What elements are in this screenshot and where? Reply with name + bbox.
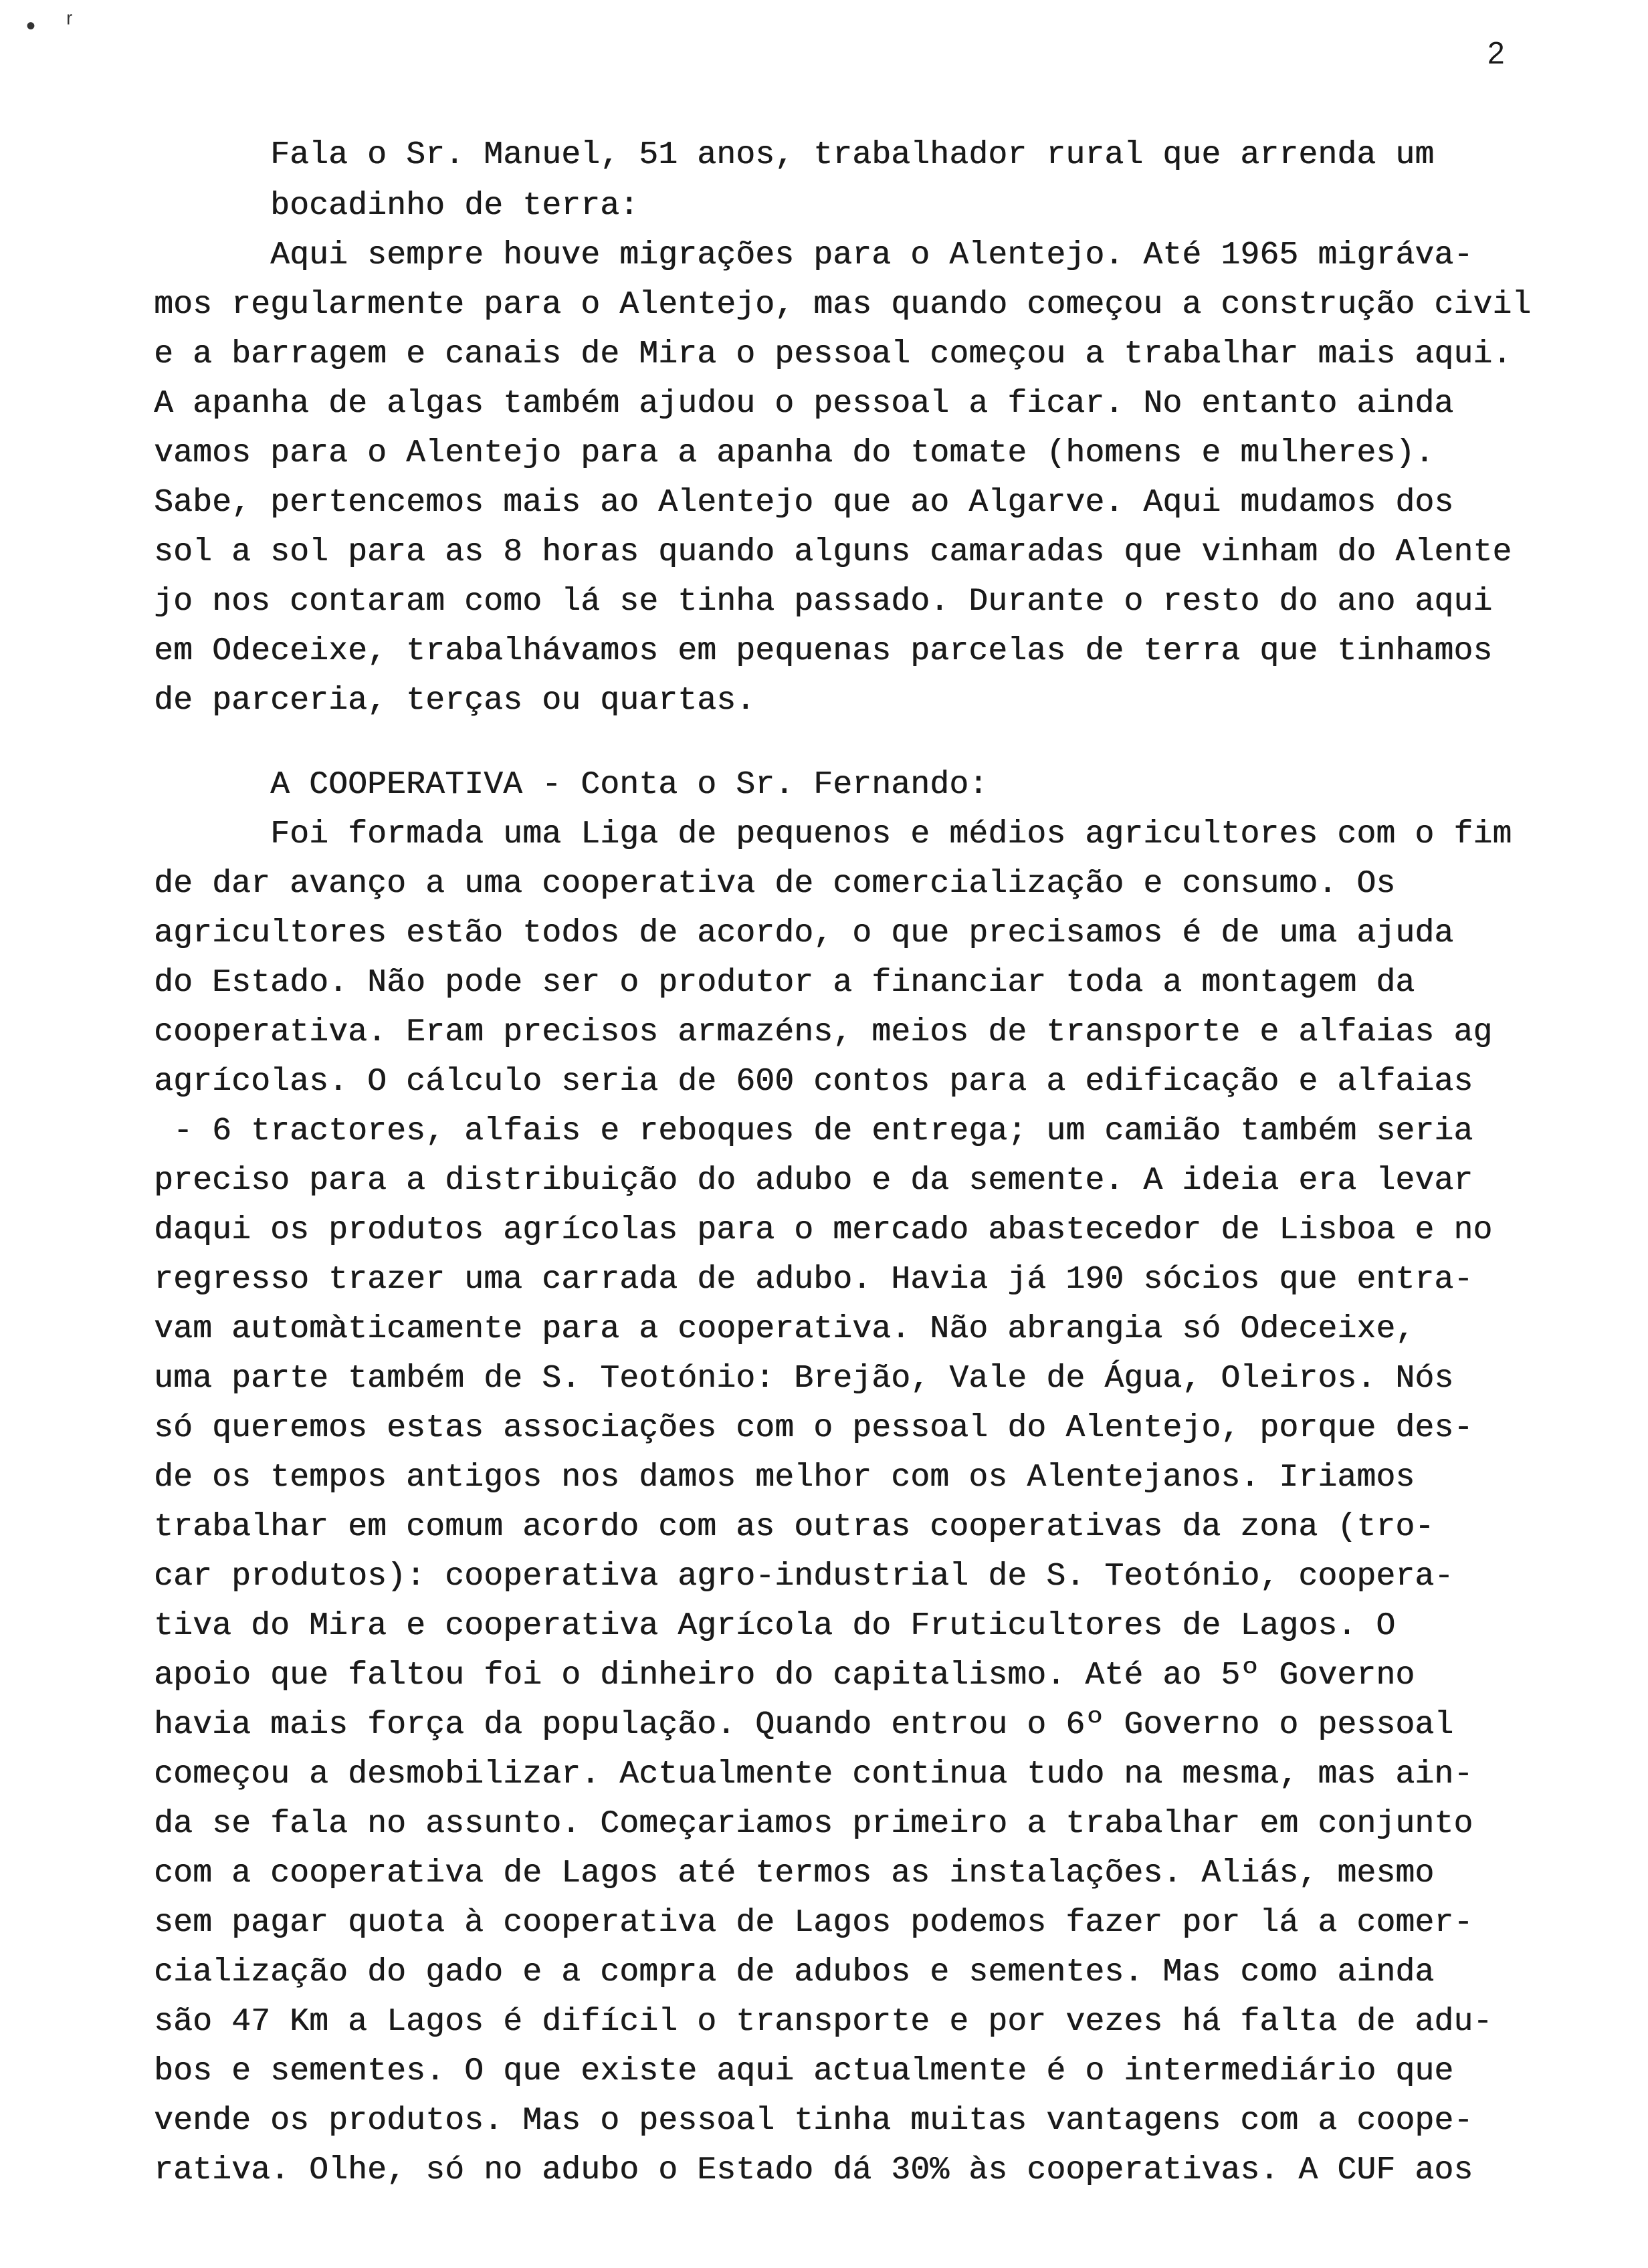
text-line: são 47 Km a Lagos é difícil o transporte e por vezes há falta de adu-: [154, 2004, 1493, 2040]
text-line: vam automàticamente para a cooperativa. Não abrangia só Odeceixe,: [154, 1311, 1415, 1347]
text-line: de dar avanço a uma cooperativa de comercialização e consumo. Os: [154, 866, 1396, 902]
text-line: uma parte também de S. Teotónio: Brejão, Vale de Água, Oleiros. Nós: [154, 1361, 1454, 1397]
text-line: cooperativa. Eram precisos armazéns, meios de transporte e alfaias ag: [154, 1014, 1493, 1050]
text-line: e a barragem e canais de Mira o pessoal começou a trabalhar mais aqui.: [154, 336, 1512, 372]
text-line: bos e sementes. O que existe aqui actualmente é o intermediário que: [154, 2053, 1454, 2089]
text-line: - 6 tractores, alfais e reboques de entrega; um camião também seria: [154, 1113, 1473, 1149]
text-line: só queremos estas associações com o pessoal do Alentejo, porque des-: [154, 1410, 1473, 1446]
text-line: sem pagar quota à cooperativa de Lagos podemos fazer por lá a comer-: [154, 1905, 1473, 1941]
margin-mark: ʳ: [62, 9, 78, 39]
text-line: Foi formada uma Liga de pequenos e médios agricultores com o fim: [154, 816, 1512, 853]
text-line: regresso trazer uma carrada de adubo. Havia já 190 sócios que entra-: [154, 1262, 1473, 1298]
text-line: em Odeceixe, trabalhávamos em pequenas parcelas de terra que tinhamos: [154, 633, 1493, 669]
text-line: vende os produtos. Mas o pessoal tinha muitas vantagens com a coope-: [154, 2103, 1473, 2139]
text-line: apoio que faltou foi o dinheiro do capitalismo. Até ao 5º Governo: [154, 1658, 1415, 1694]
text-line: sol a sol para as 8 horas quando alguns camaradas que vinham do Alente: [154, 534, 1512, 570]
text-line: Aqui sempre houve migrações para o Alentejo. Até 1965 migráva-: [154, 237, 1473, 273]
text-line: A COOPERATIVA - Conta o Sr. Fernando:: [154, 767, 989, 803]
text-line: jo nos contaram como lá se tinha passado. Durante o resto do ano aqui: [154, 584, 1493, 620]
text-line: cialização do gado e a compra de adubos e sementes. Mas como ainda: [154, 1954, 1435, 1991]
text-line: do Estado. Não pode ser o produtor a financiar toda a montagem da: [154, 965, 1415, 1001]
text-line: agrícolas. O cálculo seria de 600 contos para a edificação e alfaias: [154, 1064, 1473, 1100]
text-line: de os tempos antigos nos damos melhor com os Alentejanos. Iriamos: [154, 1460, 1415, 1496]
margin-mark: •: [23, 13, 39, 43]
text-line: mos regularmente para o Alentejo, mas quando começou a construção civil: [154, 287, 1532, 323]
text-line: vamos para o Alentejo para a apanha do tomate (homens e mulheres).: [154, 435, 1435, 471]
text-line: começou a desmobilizar. Actualmente continua tudo na mesma, mas ain-: [154, 1756, 1473, 1793]
text-line: com a cooperativa de Lagos até termos as instalações. Aliás, mesmo: [154, 1855, 1435, 1892]
text-line: daqui os produtos agrícolas para o mercado abastecedor de Lisboa e no: [154, 1212, 1493, 1248]
text-line: Fala o Sr. Manuel, 51 anos, trabalhador rural que arrenda um: [154, 137, 1435, 173]
text-line: A apanha de algas também ajudou o pessoal a ficar. No entanto ainda: [154, 386, 1454, 422]
text-line: preciso para a distribuição do adubo e da semente. A ideia era levar: [154, 1163, 1473, 1199]
page-number: 2: [1487, 35, 1505, 70]
text-line: da se fala no assunto. Começariamos primeiro a trabalhar em conjunto: [154, 1806, 1473, 1842]
text-line: havia mais força da população. Quando entrou o 6º Governo o pessoal: [154, 1707, 1454, 1743]
text-line: tiva do Mira e cooperativa Agrícola do Fruticultores de Lagos. O: [154, 1608, 1396, 1644]
text-line: de parceria, terças ou quartas.: [154, 683, 756, 719]
text-line: car produtos): cooperativa agro-industrial de S. Teotónio, coopera-: [154, 1559, 1454, 1595]
text-line: rativa. Olhe, só no adubo o Estado dá 30% às cooperativas. A CUF aos: [154, 2152, 1473, 2188]
text-line: Sabe, pertencemos mais ao Alentejo que ao Algarve. Aqui mudamos dos: [154, 485, 1454, 521]
text-line: bocadinho de terra:: [154, 188, 639, 224]
text-line: trabalhar em comum acordo com as outras cooperativas da zona (tro-: [154, 1509, 1435, 1545]
text-line: agricultores estão todos de acordo, o que precisamos é de uma ajuda: [154, 915, 1454, 951]
